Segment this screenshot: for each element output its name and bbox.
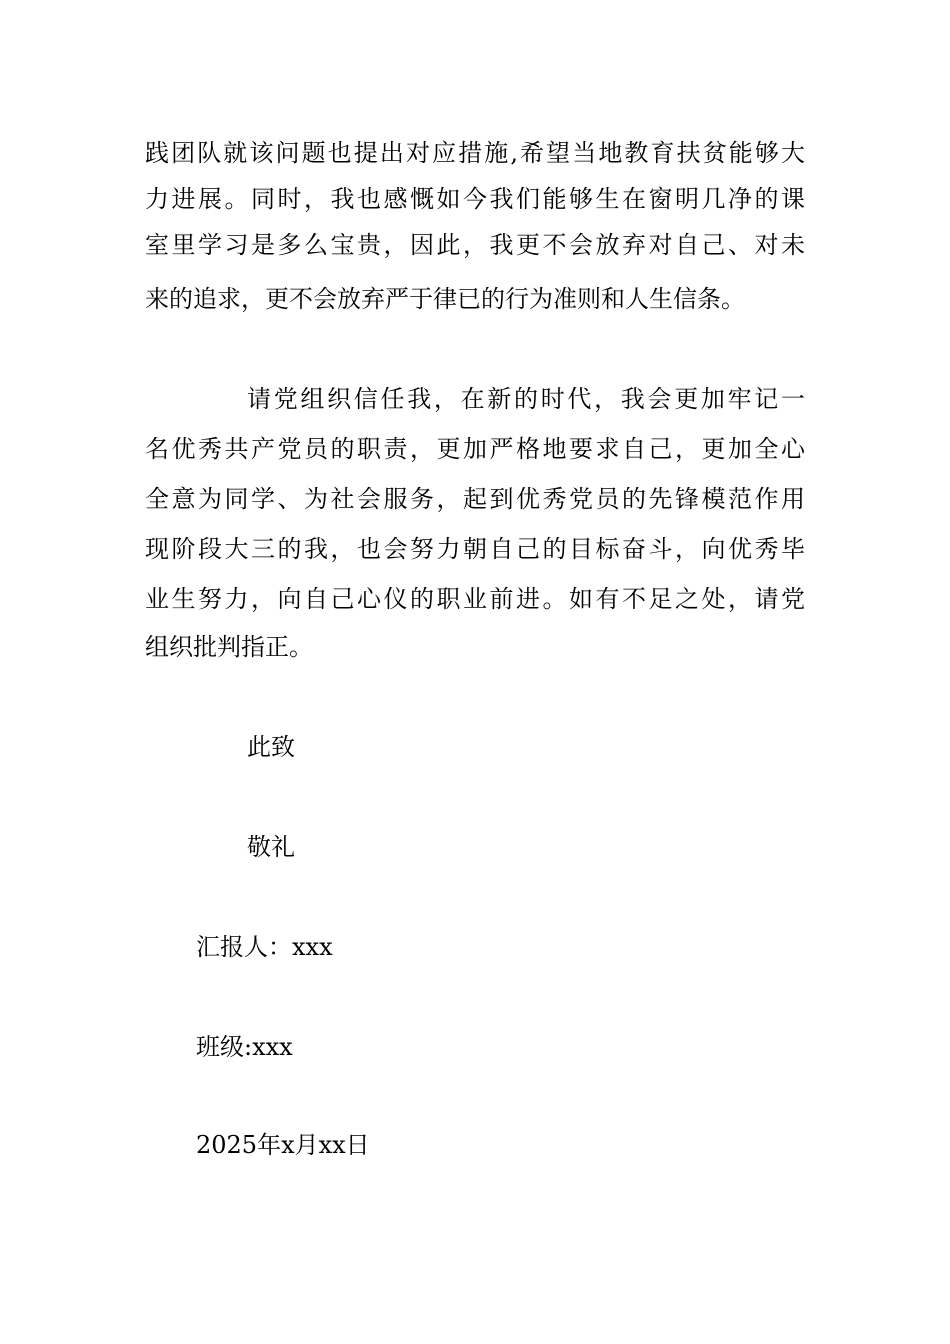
paragraph-1-line-2: 力进展。同时，我也感慨如今我们能够生在窗明几净的课 bbox=[145, 185, 805, 213]
signature-date: 2025年x月xx日 bbox=[196, 1131, 370, 1159]
paragraph-2-line-3: 全意为同学、为社会服务，起到优秀党员的先锋模范作用 bbox=[145, 485, 805, 513]
paragraph-1-line-3: 室里学习是多么宝贵，因此，我更不会放弃对自己、对未 bbox=[145, 231, 805, 259]
paragraph-2-line-2: 名优秀共产党员的职责，更加严格地要求自己，更加全心 bbox=[145, 435, 805, 463]
closing-salutation: 此致 bbox=[247, 733, 295, 761]
paragraph-2-line-4: 现阶段大三的我，也会努力朝自己的目标奋斗，向优秀毕 bbox=[145, 535, 805, 563]
signature-reporter: 汇报人：xxx bbox=[196, 933, 333, 961]
paragraph-2-line-1: 请党组织信任我，在新的时代，我会更加牢记一 bbox=[247, 385, 805, 413]
paragraph-2-line-5: 业生努力，向自己心仪的职业前进。如有不足之处，请党 bbox=[145, 585, 805, 613]
signature-class: 班级:xxx bbox=[196, 1033, 293, 1061]
closing-regards: 敬礼 bbox=[247, 833, 295, 861]
paragraph-1-line-4: 来的追求，更不会放弃严于律已的行为准则和人生信条。 bbox=[145, 285, 745, 313]
paragraph-2-line-6: 组织批判指正。 bbox=[145, 633, 313, 661]
paragraph-1-line-1: 践团队就该问题也提出对应措施,希望当地教育扶贫能够大 bbox=[145, 139, 805, 167]
